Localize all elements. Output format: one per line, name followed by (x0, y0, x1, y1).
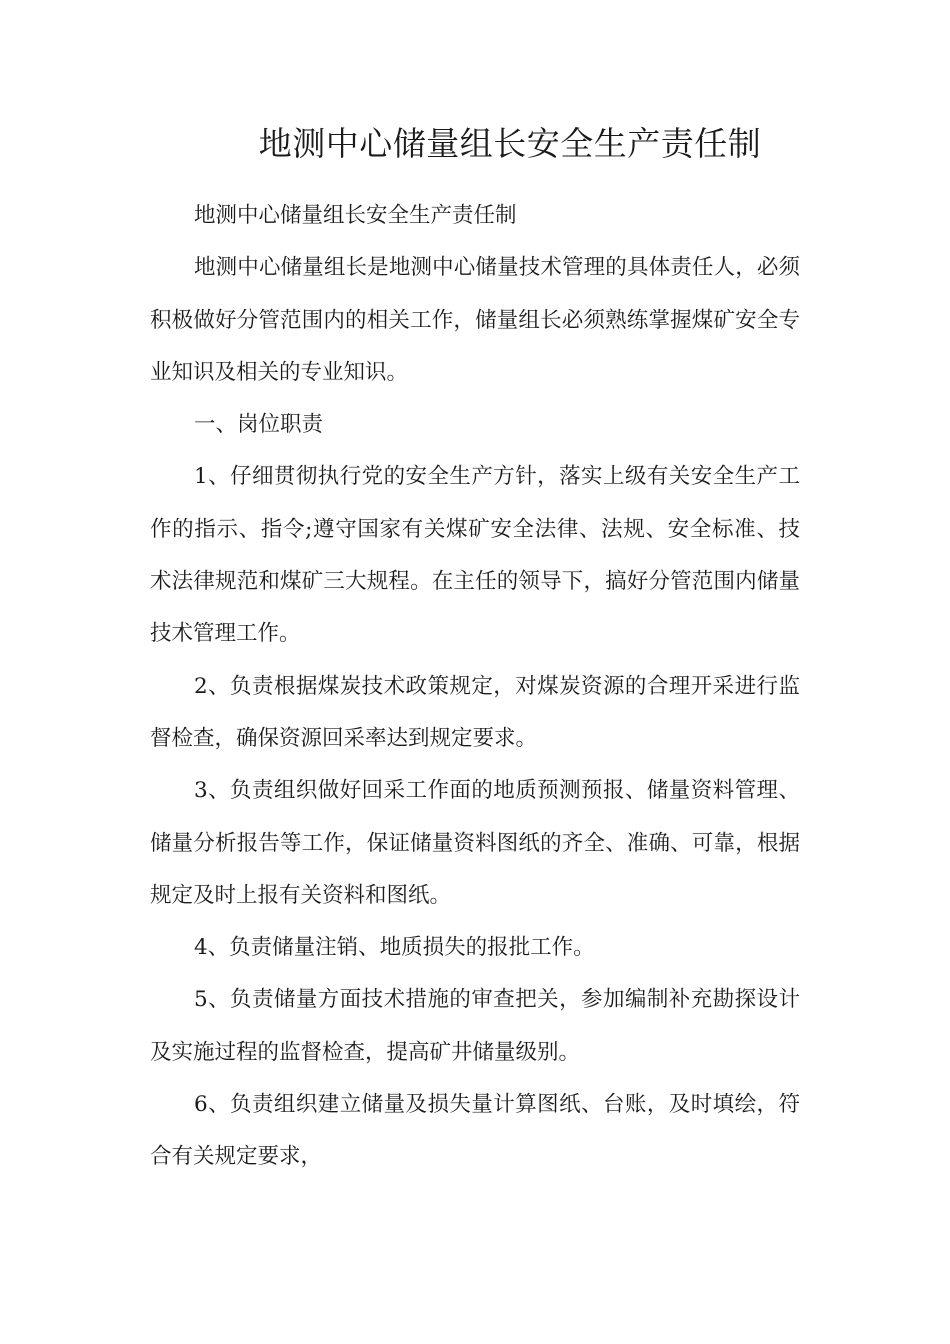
intro-paragraph: 地测中心储量组长是地测中心储量技术管理的具体责任人，必须积极做好分管范围内的相关工作，储量组长必须熟练掌握煤矿安全专业知识及相关的专业知识。 (150, 255, 800, 385)
document-title: 地测中心储量组长安全生产责任制 (258, 124, 762, 163)
subtitle-paragraph: 地测中心储量组长安全生产责任制 (194, 203, 517, 228)
duty-item-5: 5、负责储量方面技术措施的审查把关，参加编制补充勘探设计及实施过程的监督检查，提高矿井储量级别。 (150, 987, 800, 1065)
duty-item-2: 2、负责根据煤炭技术政策规定，对煤炭资源的合理开采进行监督检查，确保资源回采率达到规定要求。 (150, 673, 800, 751)
duty-item-4: 4、负责储量注销、地质损失的报批工作。 (194, 935, 595, 961)
section-heading: 一、岗位职责 (194, 412, 324, 438)
document-body (150, 190, 800, 1184)
duty-item-6: 6、负责组织建立储量及损失量计算图纸、台账，及时填绘，符合有关规定要求， (150, 1092, 800, 1170)
duty-item-1: 1、仔细贯彻执行党的安全生产方针，落实上级有关安全生产工作的指示、指令;遵守国家有关煤矿安全法律、法规、安全标准、技术法律规范和煤矿三大规程。在主任的领导下，搞好分管范围内储量技术管理工作。 (150, 464, 800, 647)
duty-item-3: 3、负责组织做好回采工作面的地质预测预报、储量资料管理、储量分析报告等工作，保证储量资料图纸的齐全、准确、可靠，根据规定及时上报有关资料和图纸。 (150, 778, 800, 908)
